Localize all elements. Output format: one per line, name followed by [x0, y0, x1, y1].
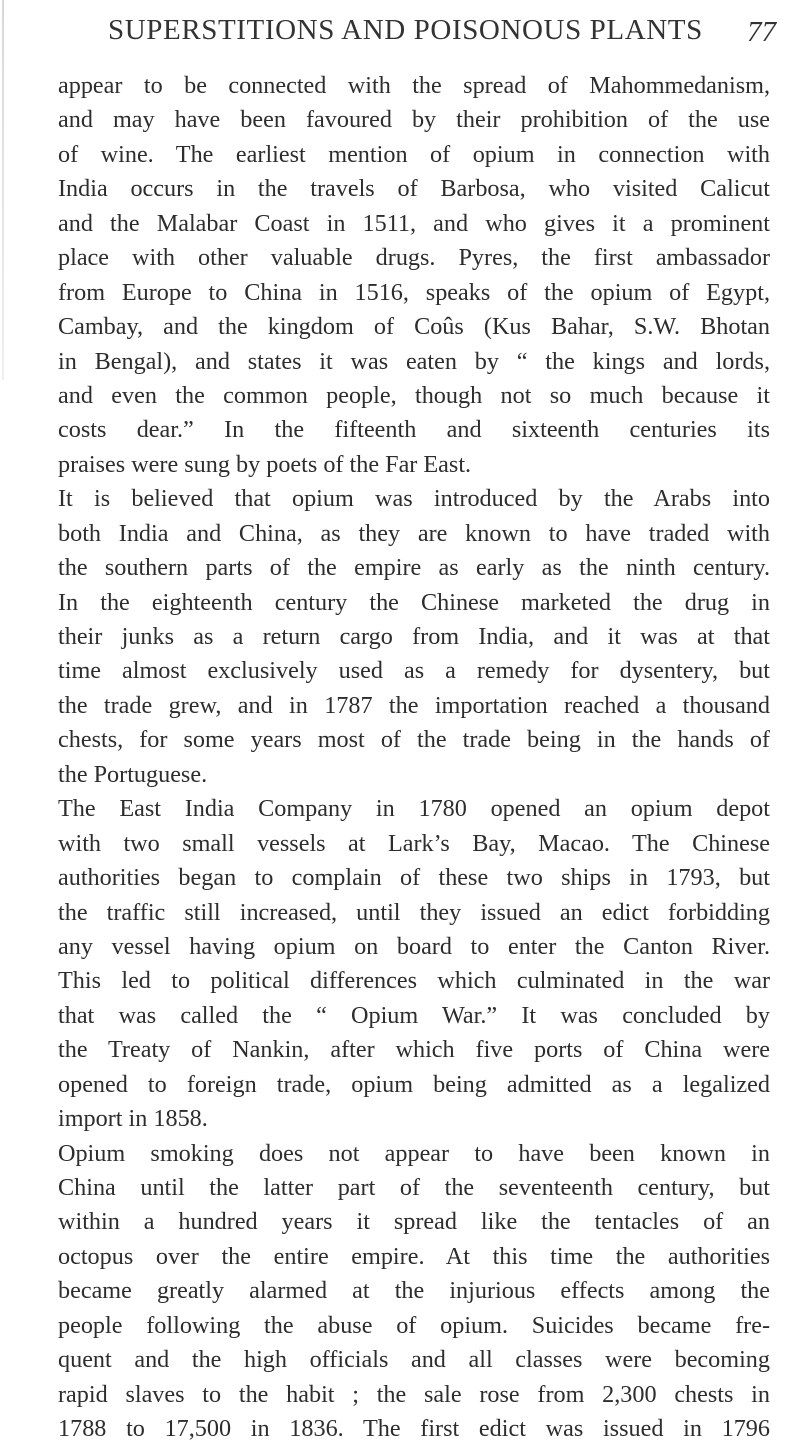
running-head: SUPERSTITIONS AND POISONOUS PLANTS [108, 14, 703, 46]
text-line: It is believed that opium was introduced by the Arabs into [58, 485, 770, 513]
text-line: quent and the high officials and all classes were becoming [58, 1346, 770, 1374]
text-line: the Portuguese. [58, 760, 208, 788]
page-gutter-edge [2, 0, 4, 380]
text-line: octopus over the entire empire. At this time the authorities [58, 1242, 770, 1270]
text-line: 1788 to 17,500 in 1836. The first edict was issued in 1796 [58, 1415, 770, 1443]
text-line: in Bengal), and states it was eaten by “ the kings and lords, [58, 347, 770, 375]
text-line: rapid slaves to the habit ; the sale rose from 2,300 chests in [58, 1380, 770, 1408]
body-text [58, 69, 770, 1447]
text-line: Cambay, and the kingdom of Coûs (Kus Bahar, S.W. Bhotan [58, 313, 770, 341]
page-number: 77 [747, 16, 776, 48]
text-line: the trade grew, and in 1787 the importation reached a thousand [58, 691, 770, 719]
text-line: place with other valuable drugs. Pyres, the first ambassador [58, 244, 770, 272]
text-line: opened to foreign trade, opium being admitted as a legalized [58, 1070, 770, 1098]
text-line: and even the common people, though not so much because it [58, 381, 770, 409]
text-line: people following the abuse of opium. Suicides became fre- [58, 1311, 770, 1339]
text-line: In the eighteenth century the Chinese marketed the drug in [58, 588, 770, 616]
text-line: and the Malabar Coast in 1511, and who gives it a prominent [58, 209, 770, 237]
text-line: became greatly alarmed at the injurious effects among the [58, 1277, 770, 1305]
text-line: from Europe to China in 1516, speaks of the opium of Egypt, [58, 278, 770, 306]
text-line: the southern parts of the empire as early as the ninth century. [58, 554, 770, 582]
text-line: their junks as a return cargo from India, and it was at that [58, 623, 770, 650]
text-line: costs dear.” In the fifteenth and sixteenth centuries its [58, 416, 770, 444]
text-line: with two small vessels at Lark’s Bay, Macao. The Chinese [58, 829, 770, 857]
text-line: India occurs in the travels of Barbosa, who visited Calicut [58, 175, 770, 203]
text-line: within a hundred years it spread like the tentacles of an [58, 1208, 770, 1236]
text-line: praises were sung by poets of the Far East. [58, 450, 472, 478]
text-line: This led to political differences which culminated in the war [58, 967, 770, 995]
text-line: authorities began to complain of these two ships in 1793, but [58, 864, 770, 892]
text-line: the Treaty of Nankin, after which five ports of China were [58, 1036, 770, 1064]
text-line: appear to be connected with the spread of Mahommedanism, [58, 72, 770, 99]
text-line: of wine. The earliest mention of opium in connection with [58, 140, 770, 168]
text-line: both India and China, as they are known to have traded with [58, 519, 770, 547]
text-line: The East India Company in 1780 opened an opium depot [58, 795, 770, 823]
text-line: time almost exclusively used as a remedy for dysentery, but [58, 657, 770, 685]
page-header [40, 14, 780, 60]
text-line: that was called the “ Opium War.” It was concluded by [58, 1001, 770, 1029]
text-line: China until the latter part of the seventeenth century, but [58, 1174, 770, 1201]
text-line: chests, for some years most of the trade being in the hands of [58, 726, 770, 754]
text-line: import in 1858. [58, 1105, 208, 1133]
text-line: Opium smoking does not appear to have been known in [58, 1139, 770, 1167]
text-line: any vessel having opium on board to enter the Canton River. [58, 932, 770, 960]
text-line: the traffic still increased, until they issued an edict forbidding [58, 898, 770, 926]
text-line: and may have been favoured by their prohibition of the use [58, 106, 770, 134]
